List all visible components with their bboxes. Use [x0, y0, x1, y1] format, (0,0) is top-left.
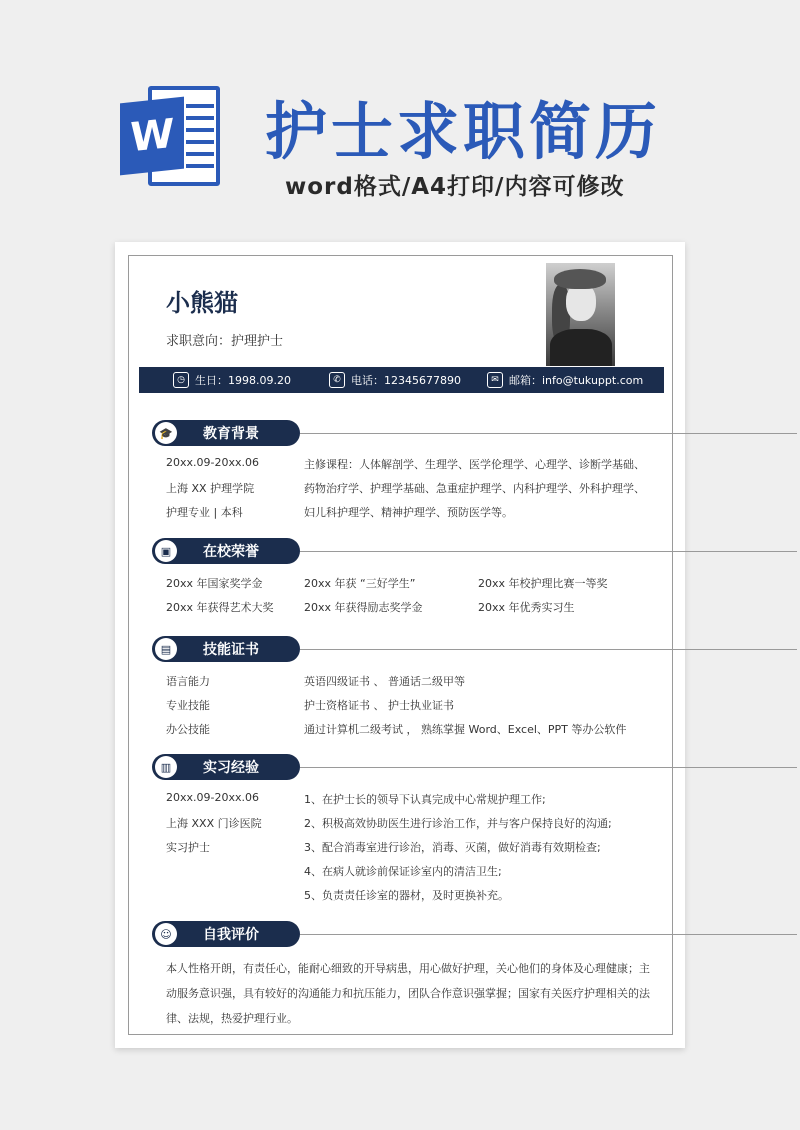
email-item	[487, 367, 643, 393]
self-eval-line: 律、法规，热爱护理行业。	[166, 1012, 298, 1025]
edu-school: 上海 XX 护理学院	[166, 482, 255, 495]
section-title: 实习经验	[203, 760, 259, 776]
intern-duty: 4、在病人就诊前保证诊室内的清洁卫生;	[304, 865, 502, 878]
edu-period: 20xx.09-20xx.06	[166, 456, 259, 469]
honor-item: 20xx 年校护理比赛一等奖	[478, 577, 608, 590]
clock-icon: ◷	[173, 372, 189, 388]
honor-item: 20xx 年获 “三好学生”	[304, 577, 416, 590]
candidate-name: 小熊猫	[166, 289, 238, 317]
intern-duty: 1、在护士长的领导下认真完成中心常规护理工作;	[304, 793, 546, 806]
edu-courses-line: 主修课程：人体解剖学、生理学、医学伦理学、心理学、诊断学基础、	[304, 458, 645, 471]
self-eval-line: 本人性格开朗，有责任心，能耐心细致的开导病患，用心做好护理，关心他们的身体及心理健康；主	[166, 962, 650, 975]
profile-photo	[546, 263, 615, 366]
birthday-item	[173, 367, 291, 393]
intern-hospital: 上海 XXX 门诊医院	[166, 817, 262, 830]
section-title: 教育背景	[203, 426, 259, 442]
contact-bar	[139, 367, 664, 393]
mail-icon: ✉	[487, 372, 503, 388]
banner-subtitle: word格式/A4打印/内容可修改	[285, 174, 625, 200]
honor-item: 20xx 年获得励志奖学金	[304, 601, 423, 614]
honor-item: 20xx 年优秀实习生	[478, 601, 575, 614]
job-intent: 求职意向：护理护士	[166, 334, 284, 349]
phone-icon: ✆	[329, 372, 345, 388]
edu-courses-line: 妇儿科护理学、精神护理学、预防医学等。	[304, 506, 513, 519]
intern-duty: 2、积极高效协助医生进行诊治工作，并与客户保持良好的沟通;	[304, 817, 612, 830]
intern-duty: 5、负责责任诊室的器材，及时更换补充。	[304, 889, 509, 902]
section-title: 自我评价	[203, 927, 259, 943]
skill-value: 护士资格证书 、 护士执业证书	[304, 699, 454, 712]
word-letter: W	[120, 97, 184, 176]
skill-label: 专业技能	[166, 699, 210, 712]
banner-title: 护士求职简历	[265, 95, 662, 168]
certificate-icon: ▤	[155, 638, 177, 660]
edu-major: 护理专业 | 本科	[166, 506, 243, 519]
intern-duty: 3、配合消毒室进行诊治，消毒、灭菌，做好消毒有效期检查;	[304, 841, 601, 854]
briefcase-icon: ▥	[155, 756, 177, 778]
award-icon: ▣	[155, 540, 177, 562]
phone-item	[329, 367, 461, 393]
phone-text: 电话：12345677890	[351, 374, 461, 387]
intern-period: 20xx.09-20xx.06	[166, 791, 259, 804]
skill-value: 英语四级证书 、 普通话二级甲等	[304, 675, 465, 688]
self-eval-line: 动服务意识强，具有较好的沟通能力和抗压能力，团队合作意识强掌握；国家有关医疗护理相关的法	[166, 987, 650, 1000]
skill-label: 办公技能	[166, 723, 210, 736]
skill-value: 通过计算机二级考试 ， 熟练掌握 Word、Excel、PPT 等办公软件	[304, 723, 627, 736]
word-logo-icon	[120, 86, 225, 186]
graduation-cap-icon: 🎓	[155, 422, 177, 444]
skill-label: 语言能力	[166, 675, 210, 688]
edu-courses-line: 药物治疗学、护理学基础、急重症护理学、内科护理学、外科护理学、	[304, 482, 645, 495]
email-text: 邮箱：info@tukuppt.com	[509, 374, 644, 387]
honor-item: 20xx 年国家奖学金	[166, 577, 263, 590]
honor-item: 20xx 年获得艺术大奖	[166, 601, 274, 614]
user-icon: ☺	[155, 923, 177, 945]
section-title: 在校荣誉	[203, 544, 259, 560]
section-title: 技能证书	[203, 642, 259, 658]
birthday-text: 生日：1998.09.20	[195, 374, 291, 387]
intern-role: 实习护士	[166, 841, 210, 854]
